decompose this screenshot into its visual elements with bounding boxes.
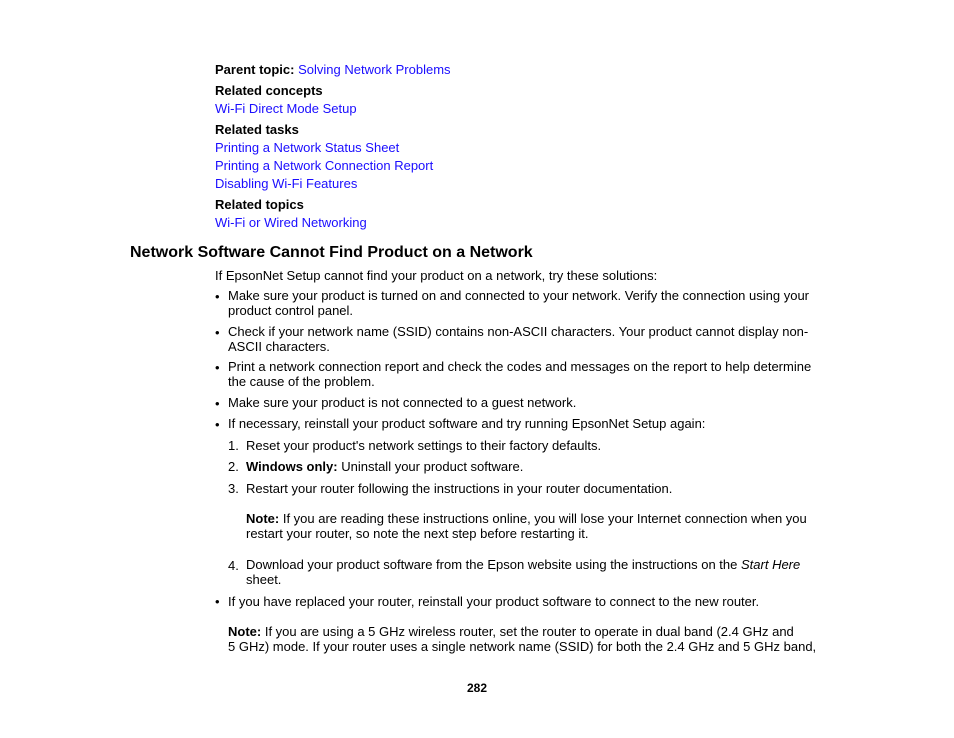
note-line [228,625,828,640]
step-bold-label: Windows only: [246,459,338,474]
step-line: sheet. [246,571,282,587]
step-number: 4. [228,558,239,573]
list-item [215,396,220,411]
note-text: If you are reading these instructions online, you will lose your Internet connection when you [279,511,807,526]
note-line: 5 GHz) mode. If your router uses a single network name (SSID) for both the 2.4 GHz and 5 GHz band, [228,638,817,654]
related-concepts-heading: Related concepts [215,83,323,98]
step-text: Reset your product's network settings to their factory defaults. [246,438,602,453]
bullet-marker: • [215,594,220,609]
note-text: If you are using a 5 GHz wireless router, set the router to operate in dual band (2.4 GHz and [261,624,794,639]
note-label: Note: [228,624,262,639]
list-item [215,289,220,304]
link-printing-network-connection-report[interactable]: Printing a Network Connection Report [215,158,434,173]
list-item-text [228,396,828,411]
list-item-text [228,289,828,318]
step-line [246,558,836,573]
list-item-text [228,417,828,432]
note-line [246,512,836,527]
link-printing-network-status-sheet[interactable]: Printing a Network Status Sheet [215,140,400,155]
parent-topic [215,62,451,77]
step-note [246,512,836,541]
list-item [215,417,220,432]
list-item [215,594,220,609]
list-item-line: the cause of the problem. [228,373,375,389]
list-item-line: Print a network connection report and check the codes and messages on the report to help determine [228,359,812,374]
list-item-line: Make sure your product is turned on and connected to your network. Verify the connection using your [228,288,810,303]
step-number: 2. [228,459,239,474]
list-item [215,325,220,340]
section-intro: If EpsonNet Setup cannot find your product on a network, try these solutions: [215,268,658,283]
list-item-line: ASCII characters. [228,338,330,354]
related-topics-heading: Related topics [215,197,304,212]
list-item-text [228,325,828,354]
list-item-line: If necessary, reinstall your product software and try running EpsonNet Setup again: [228,416,706,431]
link-solving-network-problems[interactable]: Solving Network Problems [298,62,451,77]
bullet-marker: • [215,396,220,411]
link-wifi-or-wired-networking[interactable]: Wi-Fi or Wired Networking [215,215,367,230]
list-item-line: Check if your network name (SSID) contains non-ASCII characters. Your product cannot display non- [228,324,809,339]
step-text-pre: Download your product software from the Epson website using the instructions on the [246,557,741,572]
related-tasks-heading: Related tasks [215,122,299,137]
note-line: restart your router, so note the next step before restarting it. [246,525,589,541]
parent-topic-label: Parent topic: [215,62,295,77]
step-text: Restart your router following the instructions in your router documentation. [246,481,673,496]
step-text [246,459,523,474]
bullet-marker: • [215,289,220,304]
step-number: 1. [228,438,239,453]
step-number: 3. [228,481,239,496]
list-item [215,360,220,375]
bullet-marker: • [215,360,220,375]
bullet-marker: • [215,417,220,432]
section-heading: Network Software Cannot Find Product on a Network [130,244,533,261]
router-note [228,625,828,654]
link-disabling-wifi-features[interactable]: Disabling Wi-Fi Features [215,176,358,191]
list-item-line: product control panel. [228,302,354,318]
bullet-marker: • [215,325,220,340]
step-italic-title: Start Here [741,557,801,572]
list-item-text: If you have replaced your router, reinstall your product software to connect to the new router. [228,594,760,609]
link-wifi-direct-mode-setup[interactable]: Wi-Fi Direct Mode Setup [215,101,357,116]
page-number: 282 [466,681,488,695]
note-label: Note: [246,511,280,526]
step-text-rest: Uninstall your product software. [337,459,524,474]
list-item-text [228,360,828,389]
list-item-line: Make sure your product is not connected to a guest network. [228,395,577,410]
step-text [246,558,836,587]
